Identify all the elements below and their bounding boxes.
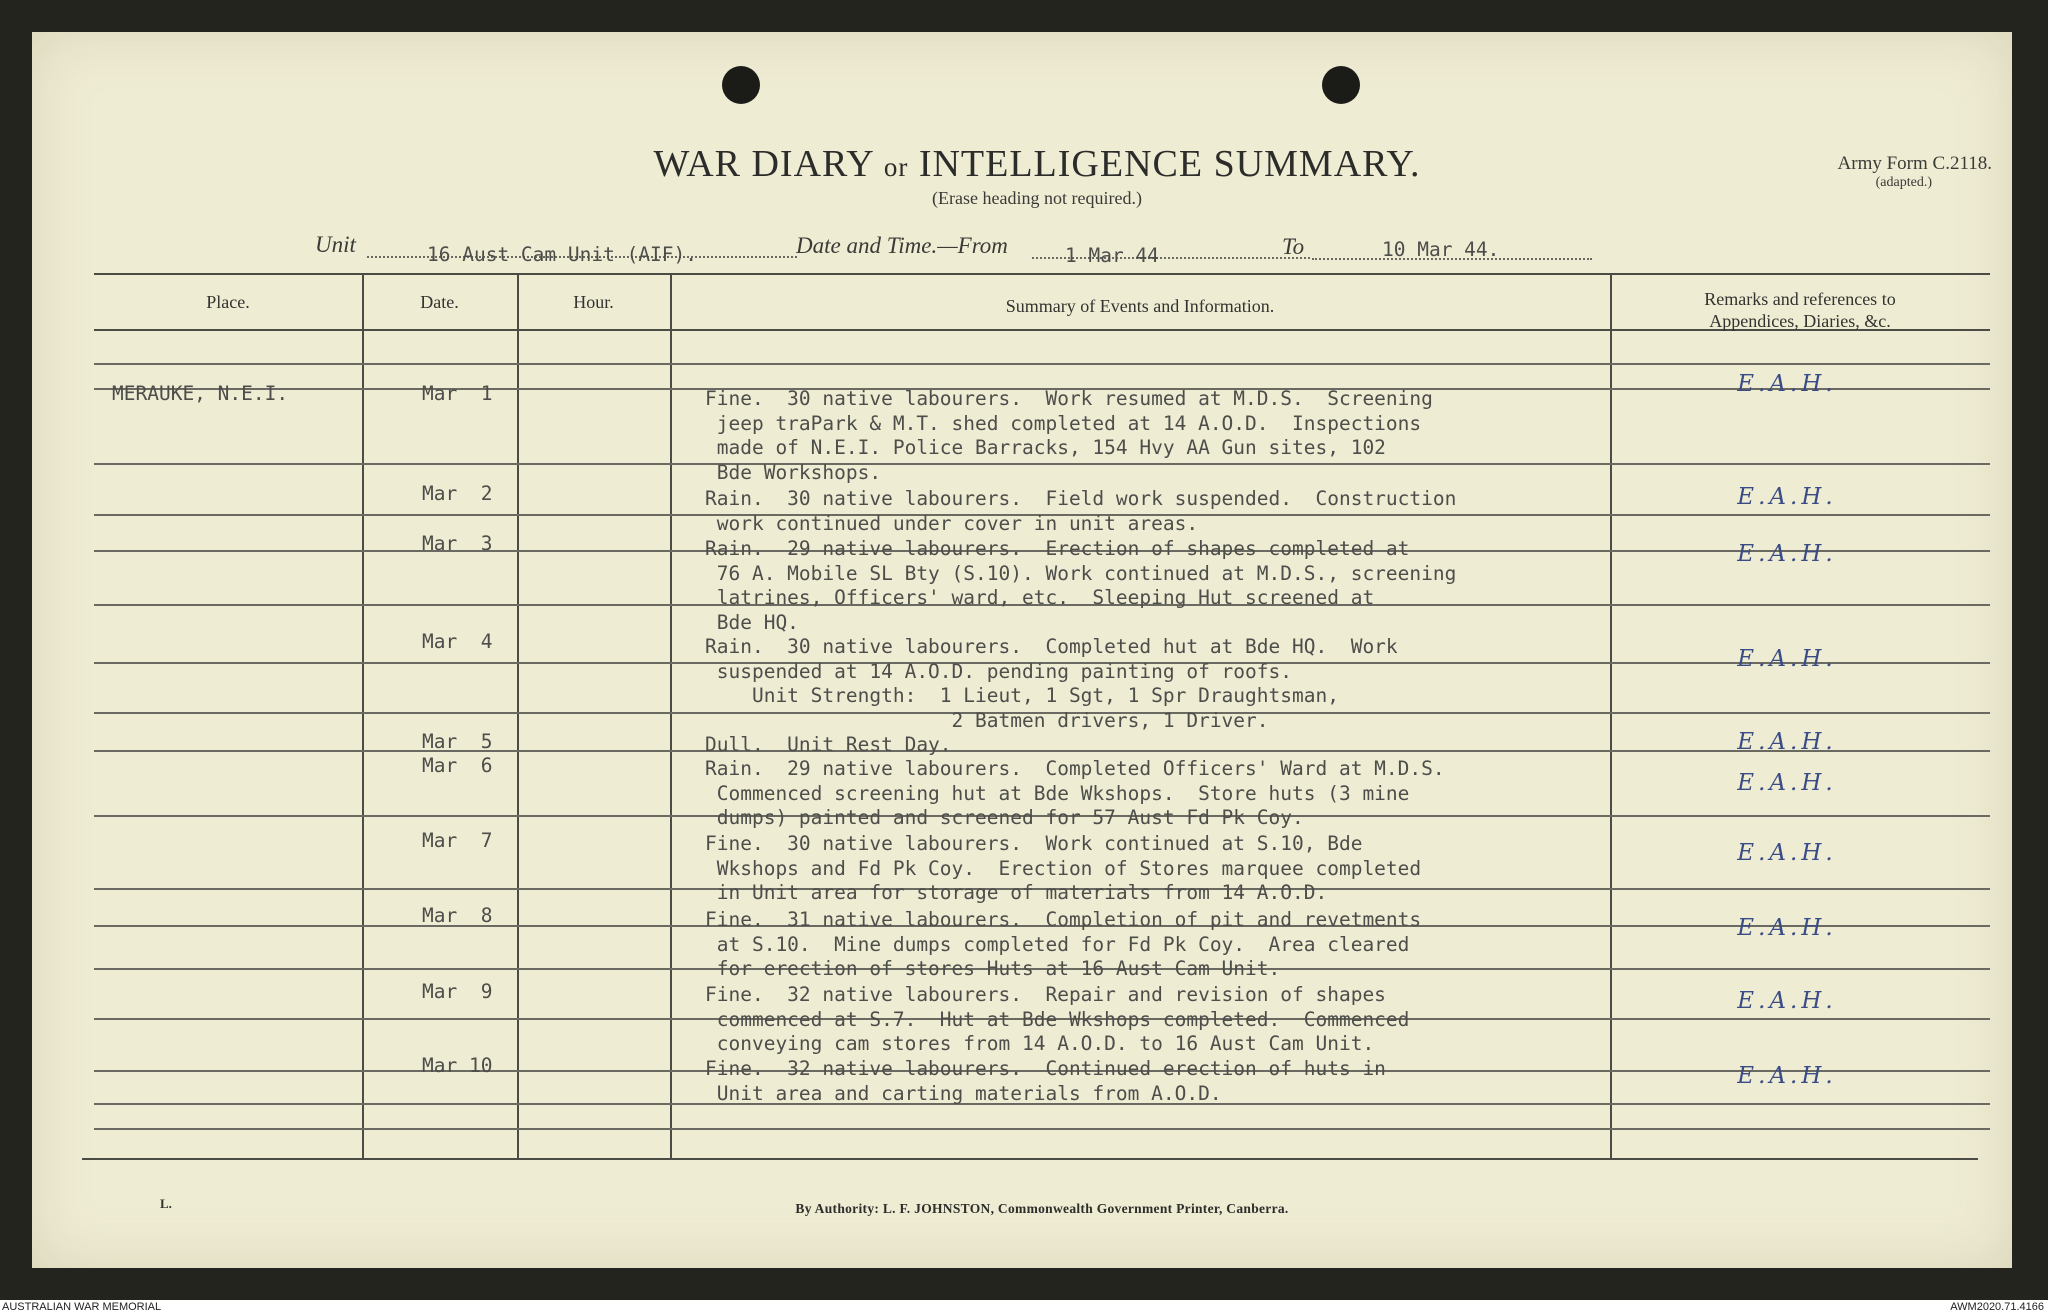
entry-remark-initials: E.A.H. [1737, 915, 1837, 941]
entry-date: Mar 9 [422, 980, 493, 1003]
date-time-label: Date and Time.—From [796, 233, 1008, 258]
column-divider-place [362, 273, 364, 1158]
entry-date: Mar 1 [422, 382, 493, 405]
entry-date: Mar 3 [422, 532, 493, 555]
ruled-line [94, 363, 1990, 365]
column-divider-date [517, 273, 519, 1158]
column-header-summary: Summary of Events and Information. [1005, 296, 1275, 316]
form-footer-mark: L. [160, 1196, 172, 1211]
entry-summary: Fine. 30 native labourers. Work continued at S.10, Bde Wkshops and Fd Pk Coy. Erection of Stores marquee completed in Unit area for storage of materials from 14 A.O.D. [705, 832, 1422, 904]
title-part2: INTELLIGENCE SUMMARY. [918, 143, 1421, 185]
entry-date: Mar 4 [422, 630, 493, 653]
table-top-rule [94, 273, 1990, 275]
army-form-note: (adapted.) [1875, 175, 1932, 190]
to-value: 10 Mar 44. [1382, 238, 1500, 261]
war-diary-sheet [32, 32, 2012, 1268]
entry-date: Mar 6 [422, 754, 493, 777]
entry-summary: Fine. 32 native labourers. Repair and revision of shapes commenced at S.7. Hut at Bde Wkshops completed. Commenced conveying cam stores from 14 A.O.D. to 16 Aust Cam Unit. [705, 983, 1410, 1055]
ruled-line [94, 1128, 1990, 1130]
entry-remark-initials: E.A.H. [1737, 371, 1837, 397]
place-entry: MERAUKE, N.E.I. [112, 382, 289, 405]
entry-date: Mar 10 [422, 1054, 493, 1077]
entry-date: Mar 2 [422, 482, 493, 505]
form-title [602, 142, 1472, 186]
remarks-header-line2: Appendices, Diaries, &c. [1709, 311, 1891, 331]
remarks-header-line1: Remarks and references to [1704, 289, 1896, 309]
entry-remark-initials: E.A.H. [1737, 988, 1837, 1014]
entry-remark-initials: E.A.H. [1737, 1063, 1837, 1089]
army-form-number: Army Form C.2118. [1837, 153, 1992, 174]
unit-value: 16 Aust Cam Unit (AIF). [427, 243, 698, 266]
printer-authority: By Authority: L. F. JOHNSTON, Commonwealth Government Printer, Canberra. [795, 1201, 1289, 1216]
title-part1: WAR DIARY [653, 143, 874, 185]
entry-remark-initials: E.A.H. [1737, 484, 1837, 510]
column-header-place: Place. [206, 292, 250, 312]
title-note: (Erase heading not required.) [932, 188, 1142, 208]
entry-summary: Fine. 30 native labourers. Work resumed at M.D.S. Screening jeep traPark & M.T. shed completed at 14 A.O.D. Inspections made of N.E.I. Police Barracks, 154 Hvy AA Gun sites, 102 Bde Workshops. [705, 387, 1433, 484]
punch-hole-left [722, 66, 760, 104]
to-label: To [1282, 234, 1305, 259]
entry-remark-initials: E.A.H. [1737, 541, 1837, 567]
entry-summary: Rain. 30 native labourers. Field work suspended. Construction work continued under cover in unit areas. [705, 487, 1457, 535]
entry-summary: Rain. 29 native labourers. Erection of shapes completed at 76 A. Mobile SL Bty (S.10). Work continued at M.D.S., screening latrines, Officers' ward, etc. Sleeping Hut screened at Bde HQ. [705, 537, 1457, 634]
unit-label: Unit [315, 232, 356, 257]
entry-summary: Dull. Unit Rest Day. [705, 733, 952, 756]
table-bottom-rule [82, 1158, 1978, 1160]
entry-remark-initials: E.A.H. [1737, 729, 1837, 755]
from-value: 1 Mar 44 [1065, 244, 1159, 267]
column-header-remarks [1610, 288, 1990, 332]
entry-remark-initials: E.A.H. [1737, 840, 1837, 866]
entry-summary: Fine. 31 native labourers. Completion of pit and revetments at S.10. Mine dumps completed for Fd Pk Coy. Area cleared for erection of stores Huts at 16 Aust Cam Unit. [705, 908, 1422, 980]
punch-hole-right [1322, 66, 1360, 104]
archive-credit: AUSTRALIAN WAR MEMORIAL [2, 1301, 162, 1313]
entry-date: Mar 5 [422, 730, 493, 753]
column-divider-hour [670, 273, 672, 1158]
column-header-date: Date. [420, 292, 459, 312]
column-header-hour: Hour. [573, 292, 614, 312]
entry-date: Mar 8 [422, 904, 493, 927]
entry-summary: Rain. 30 native labourers. Completed hut at Bde HQ. Work suspended at 14 A.O.D. pending painting of roofs. Unit Strength: 1 Lieut, 1 Sgt, 1 Spr Draughtsman, 2 Batmen drivers, 1 Driver. [705, 635, 1398, 732]
title-or: or [883, 152, 909, 182]
entry-summary: Rain. 29 native labourers. Completed Officers' Ward at M.D.S. Commenced screening hut at Bde Wkshops. Store huts (3 mine dumps) painted and screened for 57 Aust Fd Pk Coy. [705, 757, 1445, 829]
entry-remark-initials: E.A.H. [1737, 646, 1837, 672]
archive-accession-number: AWM2020.71.4166 [1950, 1301, 2044, 1313]
entry-summary: Fine. 32 native labourers. Continued erection of huts in Unit area and carting materials from A.O.D. [705, 1057, 1386, 1105]
entry-date: Mar 7 [422, 829, 493, 852]
entry-remark-initials: E.A.H. [1737, 770, 1837, 796]
